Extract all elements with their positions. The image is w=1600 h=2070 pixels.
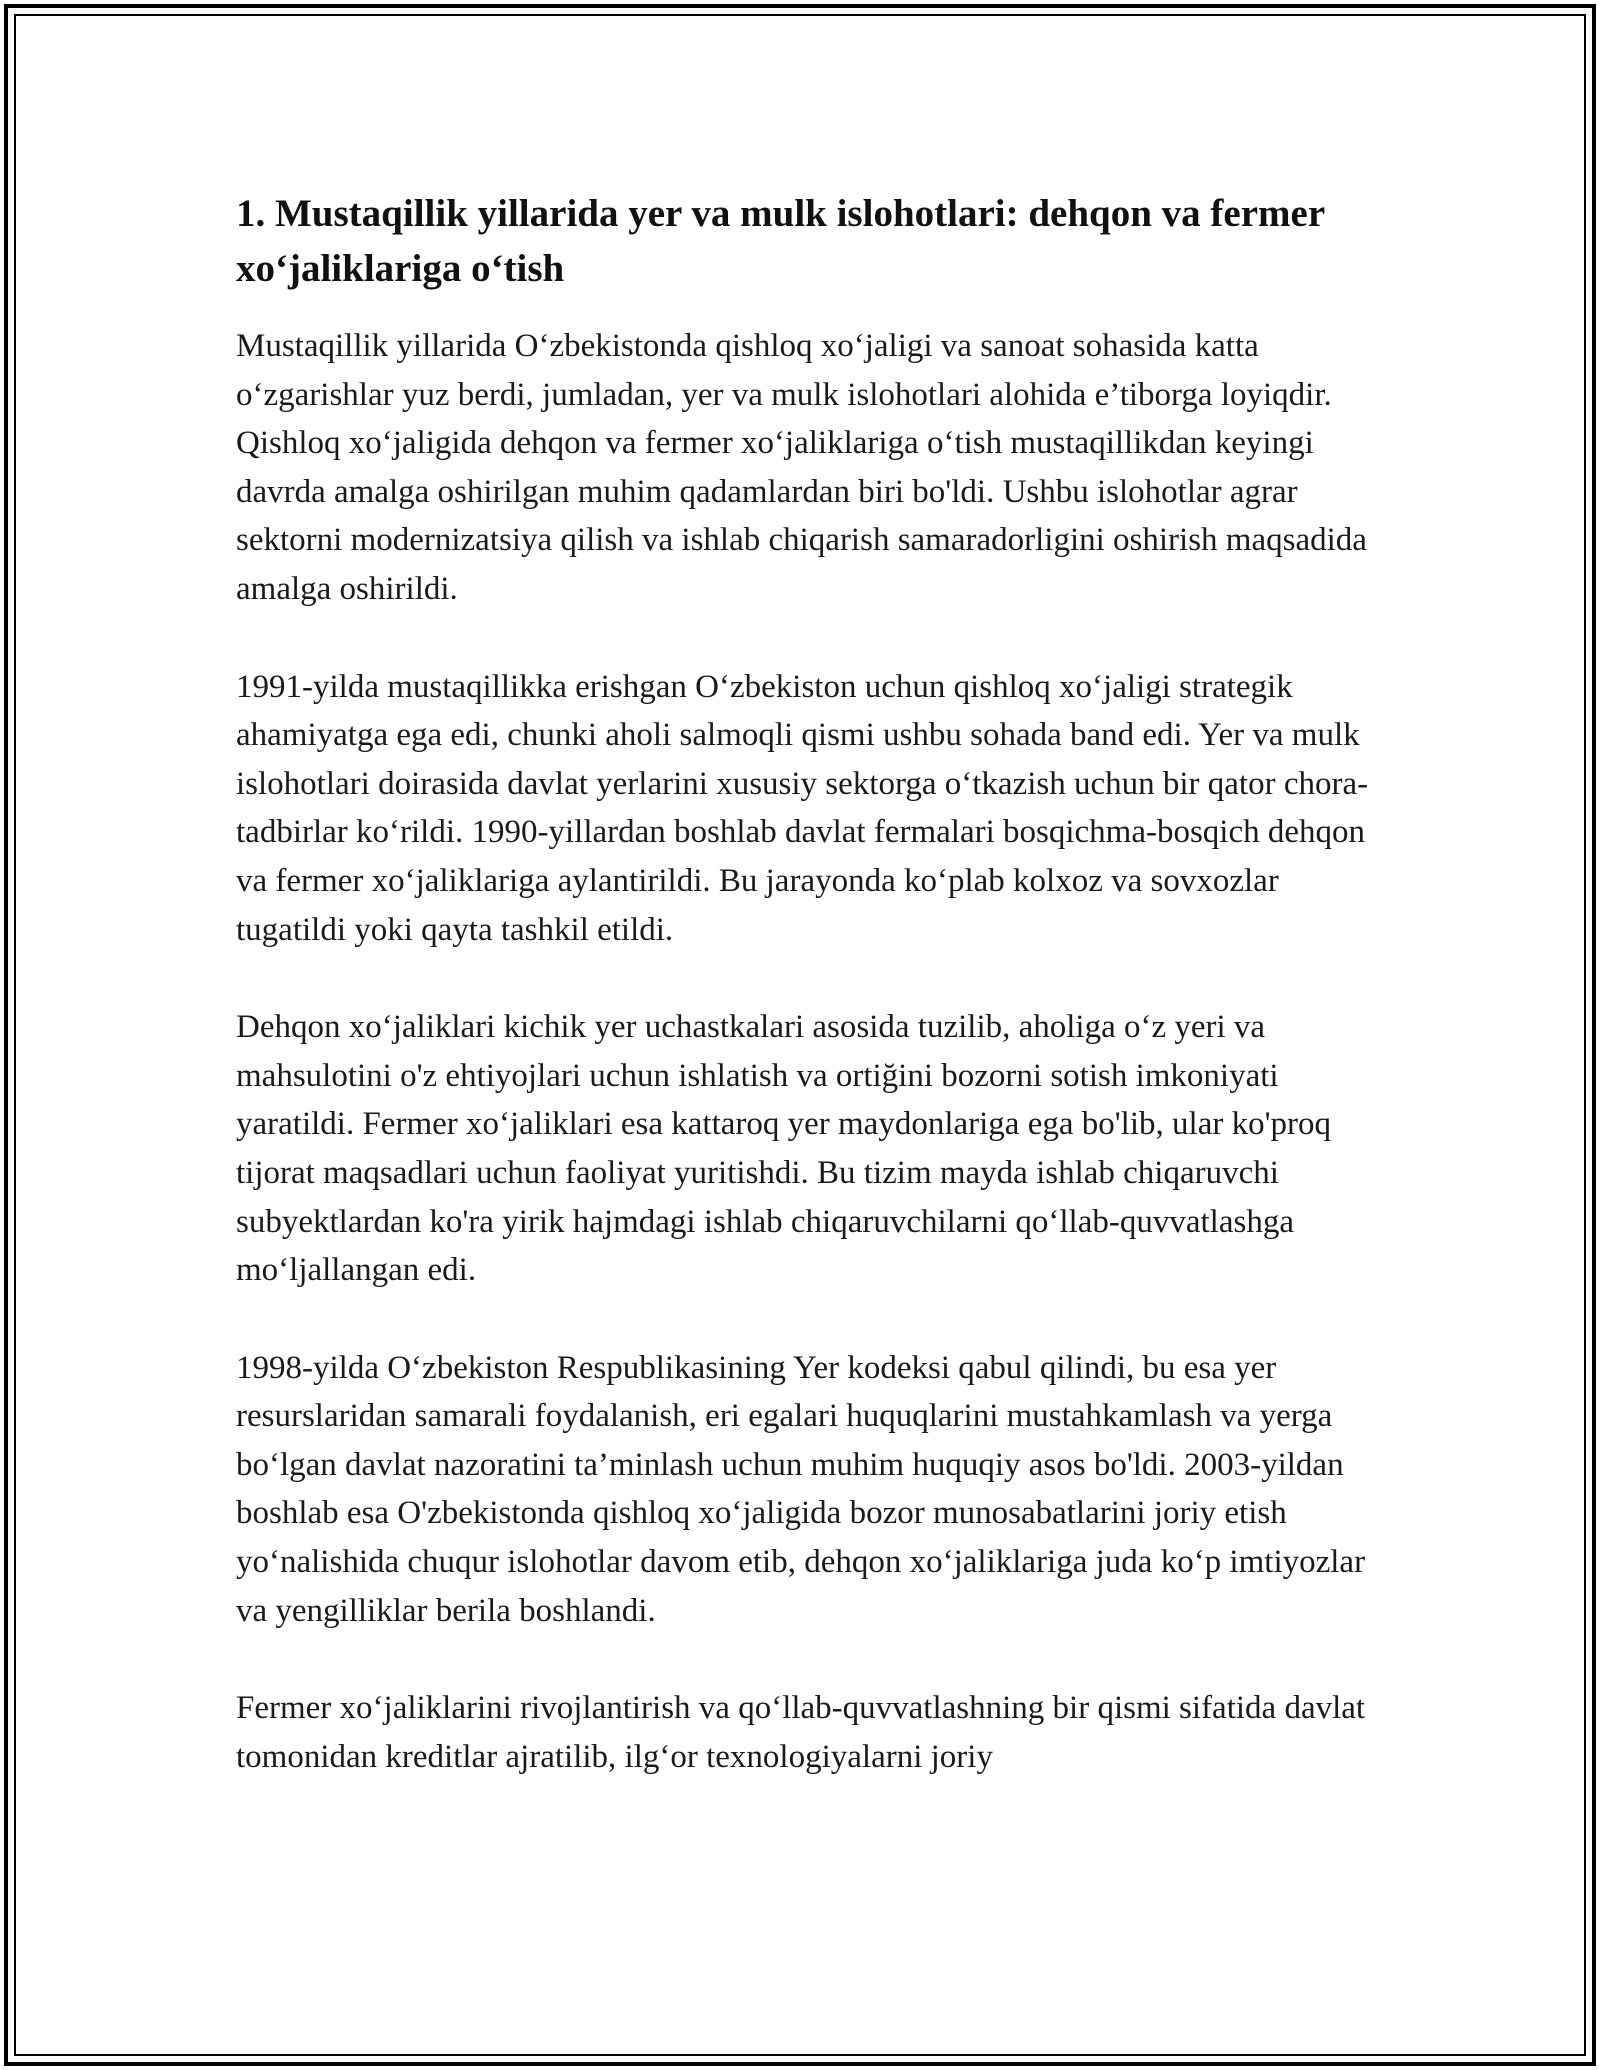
paragraph: 1991-yilda mustaqillikka erishgan O‘zbekiston uchun qishloq xo‘jaligi strategik ahamiyatga ega edi, chunki aholi salmoqli qismi ushbu sohada band edi. Yer va mulk islohotlari doirasida davlat yerlarini xususiy sektorga o‘tkazish uchun bir qator chora-tadbirlar ko‘rildi. 1990-yillardan boshlab davlat fermalari bosqichma-bosqich dehqon va fermer xo‘jaliklariga aylantirildi. Bu jarayonda ko‘plab kolxoz va sovxozlar tugatildi yoki qayta tashkil etildi. (236, 668, 1369, 948)
document-body (236, 186, 1371, 1781)
paragraph: Fermer xo‘jaliklarini rivojlantirish va qo‘llab-quvvatlashning bir qismi sifatida davlat tomonidan kreditlar ajratilib, ilg‘or texnologiyalarni joriy (236, 1690, 1366, 1775)
section-heading: 1. Mustaqillik yillarida yer va mulk islohotlari: dehqon va fermer xo‘jaliklariga o‘tish (236, 192, 1325, 290)
paragraph: Mustaqillik yillarida O‘zbekistonda qishloq xo‘jaligi va sanoat sohasida katta o‘zgarishlar yuz berdi, jumladan, yer va mulk islohotlari alohida e’tiborga loyiqdir. Qishloq xo‘jaligida dehqon va fermer xo‘jaliklariga o‘tish mustaqillikdan keyingi davrda amalga oshirilgan muhim qadamlardan biri bo'ldi. Ushbu islohotlar agrar sektorni modernizatsiya qilish va ishlab chiqarish samaradorligini oshirish maqsadida amalga oshirildi. (236, 328, 1367, 607)
paragraph: Dehqon xo‘jaliklari kichik yer uchastkalari asosida tuzilib, aholiga o‘z yeri va mahsulotini o'z ehtiyojlari uchun ishlatish va ortiğini bozorni sotish imkoniyati yaratildi. Fermer xo‘jaliklari esa kattaroq yer maydonlariga ega bo'lib, ular ko'proq tijorat maqsadlari uchun faoliyat yuritishdi. Bu tizim mayda ishlab chiqaruvchi subyektlardan ko'ra yirik hajmdagi ishlab chiqaruvchilarni qo‘llab-quvvatlashga mo‘ljallangan edi. (236, 1009, 1332, 1289)
paragraph: 1998-yilda O‘zbekiston Respublikasining Yer kodeksi qabul qilindi, bu esa yer resurslaridan samarali foydalanish, eri egalari huquqlarini mustahkamlash va yerga bo‘lgan davlat nazoratini ta’minlash uchun muhim huquqiy asos bo'ldi. 2003-yildan boshlab esa O'zbekistonda qishloq xo‘jaligida bozor munosabatlarini joriy etish yo‘nalishida chuqur islohotlar davom etib, dehqon xo‘jaliklariga juda ko‘p imtiyozlar va yengilliklar berila boshlandi. (236, 1349, 1366, 1629)
